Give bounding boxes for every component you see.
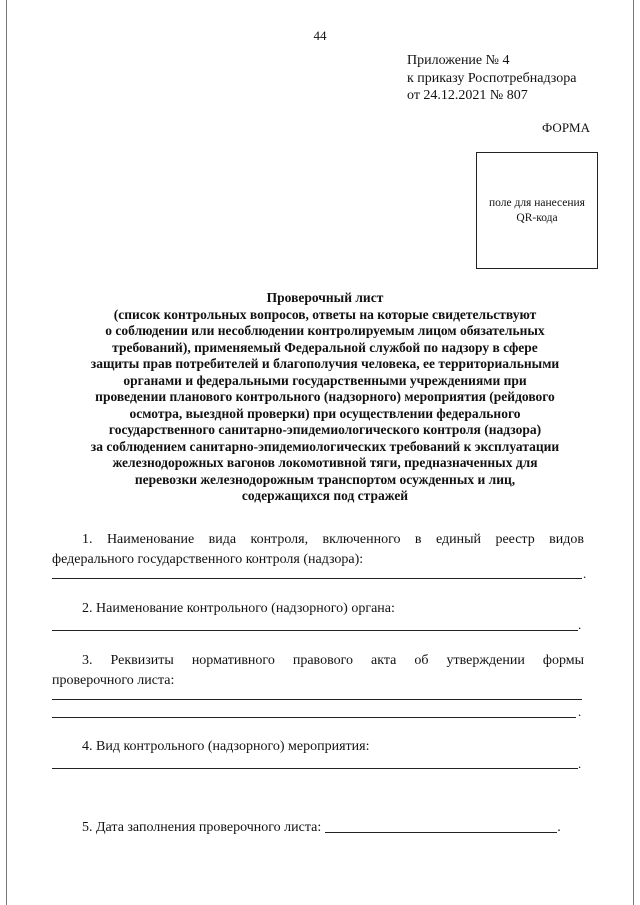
item-1-line-2: федерального государственного контроля (надзора): xyxy=(52,552,364,567)
title-line: о соблюдении или несоблюдении контролируемым лицом обязательных xyxy=(105,323,545,338)
form-label: ФОРМА xyxy=(542,120,590,135)
item-2-control-body: 2. Наименование контрольного (надзорного) органа: xyxy=(82,601,395,616)
appendix-line-2: к приказу Роспотребнадзора xyxy=(407,70,577,86)
appendix-line-1: Приложение № 4 xyxy=(407,53,510,68)
title-line: перевозки железнодорожным транспортом осужденных и лиц, xyxy=(134,471,516,487)
qr-box-line-1: поле для нанесения xyxy=(489,196,585,209)
item-3-line-2: проверочного листа: xyxy=(52,673,175,688)
title-line: железнодорожных вагонов локомотивной тяги, предназначенных для xyxy=(112,455,538,470)
item-5-fill-date xyxy=(52,818,614,838)
item-2-fill-line[interactable] xyxy=(52,630,578,631)
item-4-fill-line[interactable] xyxy=(52,768,578,769)
item-3-line-1: 3. Реквизиты нормативного правового акта об утверждении формы xyxy=(82,653,584,668)
document-title xyxy=(40,290,610,505)
title-heading: Проверочный лист xyxy=(266,290,384,305)
item-3-end-dot: . xyxy=(578,704,582,719)
title-line: (список контрольных вопросов, ответы на которые свидетельствуют xyxy=(113,306,537,322)
item-5-date-fill-line[interactable] xyxy=(325,818,557,833)
qr-box-line-2: QR-кода xyxy=(516,211,558,224)
title-line: защиты прав потребителей и благополучия человека, ее территориальными xyxy=(90,356,560,371)
title-line: осмотра, выездной проверки) при осуществлении федерального xyxy=(129,405,521,421)
appendix-line-3: от 24.12.2021 № 807 xyxy=(407,88,528,103)
item-1-end-dot: . xyxy=(583,566,587,581)
title-line: государственного санитарно-эпидемиологического контроля (надзора) xyxy=(108,422,542,437)
title-line: органами и федеральными государственными учреждениями при xyxy=(123,372,527,388)
scan-edge-right xyxy=(633,0,634,905)
item-3-fill-line-1[interactable] xyxy=(52,699,582,700)
item-1-control-type xyxy=(52,530,584,570)
page-number: 44 xyxy=(313,28,327,43)
item-3-fill-line-2[interactable] xyxy=(52,717,576,718)
item-1-line-1: 1. Наименование вида контроля, включенного в единый реестр видов xyxy=(82,532,584,547)
appendix-block xyxy=(407,52,576,105)
item-4-end-dot: . xyxy=(578,756,582,771)
item-5-end-dot: . xyxy=(557,820,561,835)
item-1-fill-line[interactable] xyxy=(52,578,582,579)
title-line: требований), применяемый Федеральной службой по надзору в сфере xyxy=(112,339,538,355)
item-4-event-type: 4. Вид контрольного (надзорного) мероприятия: xyxy=(82,739,370,754)
title-line: содержащихся под стражей xyxy=(241,488,409,503)
item-2-end-dot: . xyxy=(578,617,582,632)
item-3-normative-act xyxy=(52,651,584,691)
qr-code-field xyxy=(476,152,598,269)
scan-edge-left xyxy=(6,0,7,905)
item-5-label: 5. Дата заполнения проверочного листа: xyxy=(82,820,322,835)
title-line: проведении планового контрольного (надзорного) мероприятия (рейдового xyxy=(95,389,555,404)
title-line: за соблюдением санитарно-эпидемиологических требований к эксплуатации xyxy=(90,438,560,454)
